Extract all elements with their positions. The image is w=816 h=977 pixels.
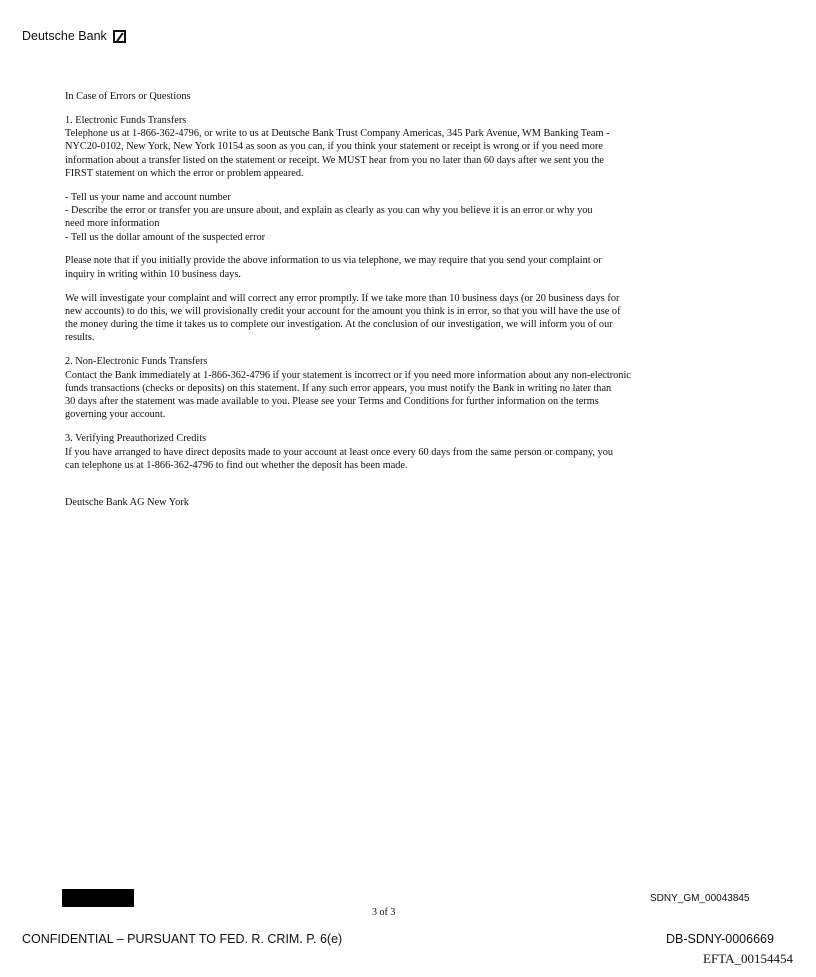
text-line: Contact the Bank immediately at 1-866-362-4796 if your statement is incorrect or if you need more information about any non-electronic [65,369,631,381]
text-line: We will investigate your complaint and will correct any error promptly. If we take more than 10 business days (or 20 business days for [65,292,620,304]
text-line: Deutsche Bank AG New York [65,496,189,508]
text-line: Telephone us at 1-866-362-4796, or write to us at Deutsche Bank Trust Company Americas, 345 Park Avenue, WM Banking Team - [65,128,610,140]
text-line: FIRST statement on which the error or problem appeared. [65,167,304,179]
paragraph [65,254,665,281]
text-line: inquiry in writing within 10 business days. [65,268,241,280]
text-line: information about a transfer listed on the statement or receipt. We MUST hear from you no later than 60 days after we sent you the [65,154,604,166]
deutsche-bank-slash-icon [113,30,126,43]
confidential-notice: CONFIDENTIAL – PURSUANT TO FED. R. CRIM. P. 6(e) [22,932,343,946]
text-line: 3. Verifying Preauthorized Credits [65,433,207,445]
text-line: new accounts) to do this, we will provisionally credit your account for the amount you think is in error, so that you will have the use of [65,305,621,317]
text-line: 1. Electronic Funds Transfers [65,114,187,126]
efta-id: EFTA_00154454 [703,951,793,966]
text-line: results. [65,332,95,344]
text-line: governing your account. [65,409,166,421]
text-line: - Describe the error or transfer you are unsure about, and explain as clearly as you can why you believe it is an error or why you [65,205,593,217]
text-line: If you have arranged to have direct deposits made to your account at least once every 60 days from the same person or company, you [65,446,614,458]
text-line: funds transactions (checks or deposits) on this statement. If any such error appears, you must notify the Bank in writing no later than [65,382,612,394]
text-line: NYC20-0102, New York, New York 10154 as soon as you can, if you think your statement or receipt is wrong or if you need more [65,141,603,153]
text-line: need more information [65,218,160,230]
paragraph [65,496,665,509]
paragraph [65,432,665,472]
page-number: 3 of 3 [372,907,396,918]
bates-db: DB-SDNY-0006669 [666,932,774,946]
text-line: 2. Non-Electronic Funds Transfers [65,356,208,368]
bank-name: Deutsche Bank [22,29,107,43]
text-line: can telephone us at 1-866-362-4796 to find out whether the deposit has been made. [65,459,408,471]
text-line: In Case of Errors or Questions [65,91,191,102]
bank-logo [22,29,126,43]
text-line: 30 days after the statement was made available to you. Please see your Terms and Conditions for further information on the terms [65,396,599,408]
document-body [65,90,665,519]
redaction-box [62,889,134,907]
bates-sdny: SDNY_GM_00043845 [650,893,750,904]
paragraph [65,292,665,345]
paragraph [65,191,665,244]
paragraph [65,114,665,180]
paragraph [65,90,665,103]
text-line: - Tell us the dollar amount of the suspected error [65,231,266,243]
paragraph [65,483,665,486]
text-line: the money during the time it takes us to complete our investigation. At the conclusion of our investigation, we will inform you of our [65,319,613,331]
text-line: Please note that if you initially provide the above information to us via telephone, we may require that you send your complaint or [65,255,602,267]
paragraph [65,355,665,421]
text-line: - Tell us your name and account number [65,191,231,203]
